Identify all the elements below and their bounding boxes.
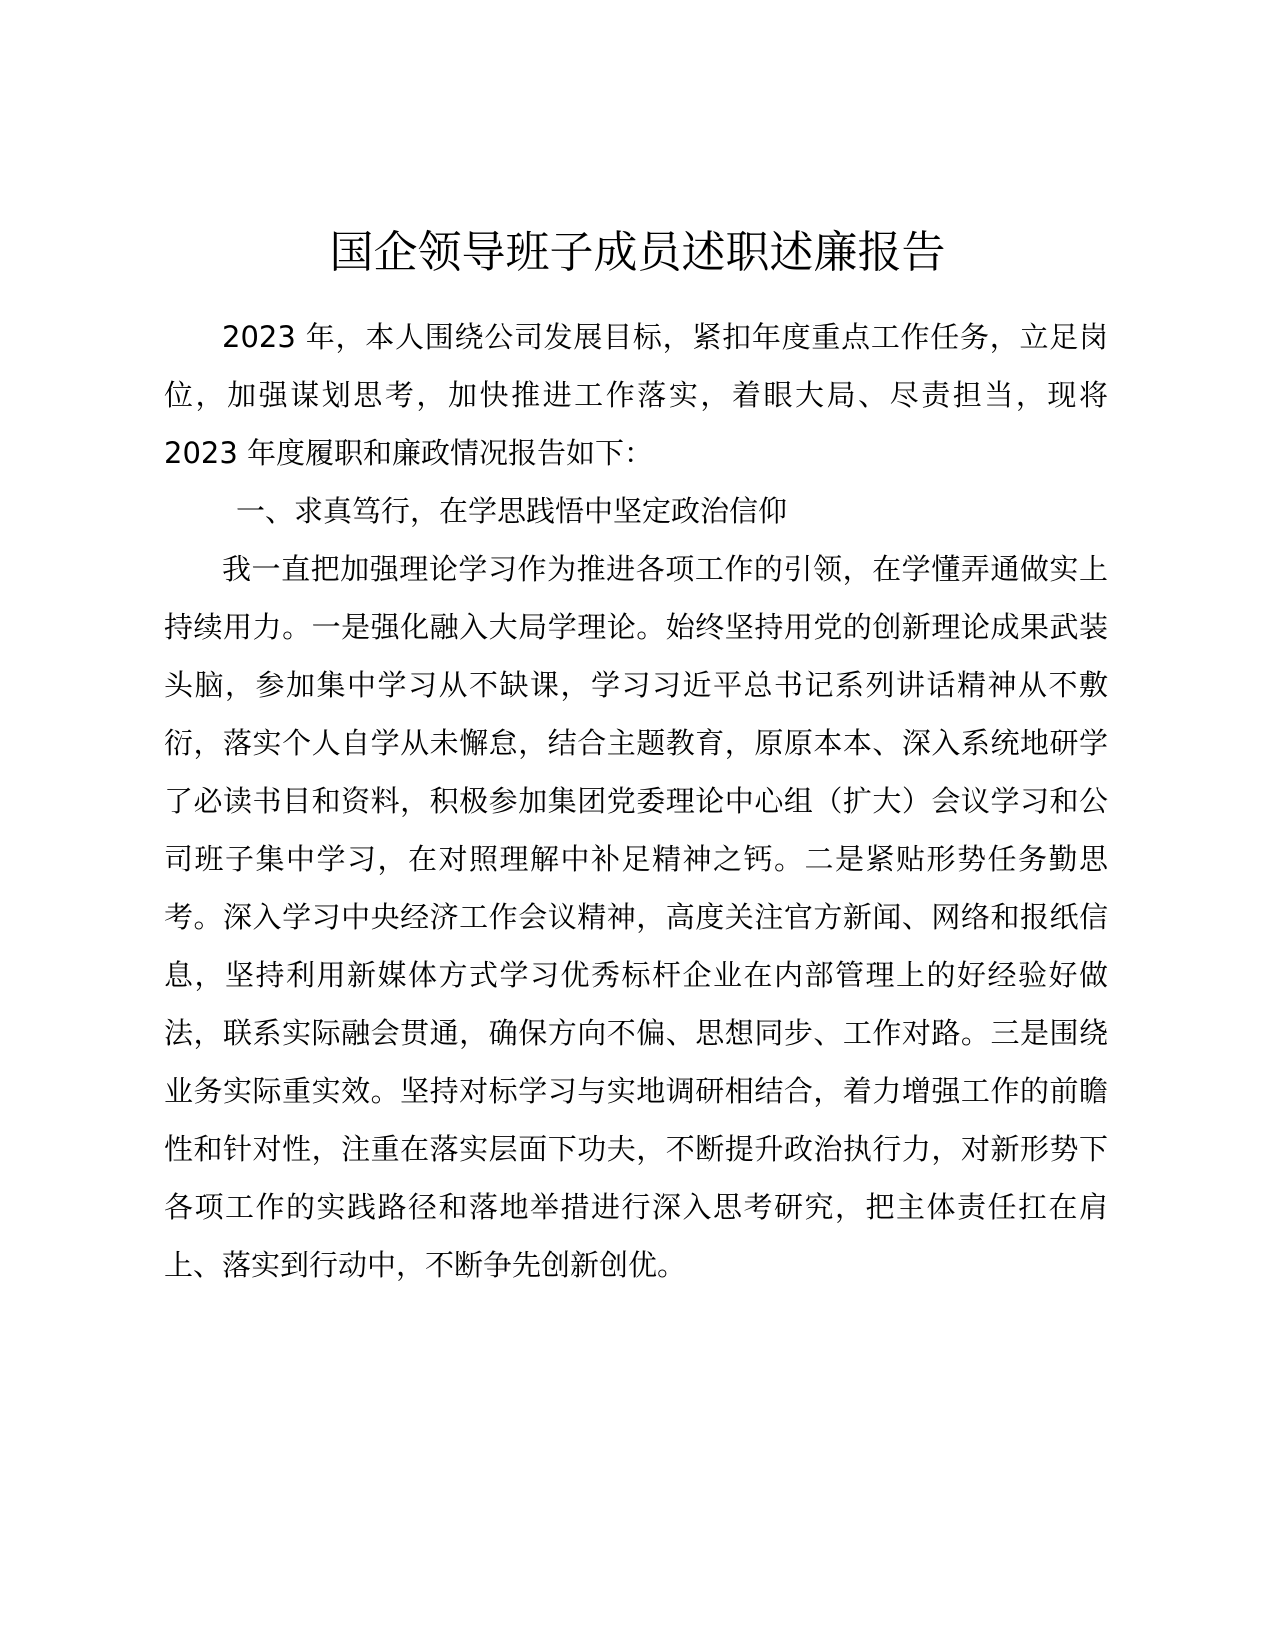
document-body xyxy=(164,308,1108,1294)
section-paragraph: 我一直把加强理论学习作为推进各项工作的引领，在学懂弄通做实上持续用力。一是强化融入大局学理论。始终坚持用党的创新理论成果武装头脑，参加集中学习从不缺课，学习习近平总书记系列讲话精神从不敷衍，落实个人自学从未懈怠，结合主题教育，原原本本、深入系统地研学了必读书目和资料，积极参加集团党委理论中心组（扩大）会议学习和公司班子集中学习，在对照理解中补足精神之钙。二是紧贴形势任务勤思考。深入学习中央经济工作会议精神，高度关注官方新闻、网络和报纸信息，坚持利用新媒体方式学习优秀标杆企业在内部管理上的好经验好做法，联系实际融会贯通，确保方向不偏、思想同步、工作对路。三是围绕业务实际重实效。坚持对标学习与实地调研相结合，着力增强工作的前瞻性和针对性，注重在落实层面下功夫，不断提升政治执行力，对新形势下各项工作的实践路径和落地举措进行深入思考研究，把主体责任扛在肩上、落实到行动中，不断争先创新创优。 xyxy=(164,552,1108,1282)
document-title: 国企领导班子成员述职述廉报告 xyxy=(329,227,946,278)
intro-paragraph: 2023 年，本人围绕公司发展目标，紧扣年度重点工作任务，立足岗位，加强谋划思考，加快推进工作落实，着眼大局、尽责担当，现将 2023 年度履职和廉政情况报告如下： xyxy=(164,320,1108,470)
section-heading: 一、求真笃行，在学思践悟中坚定政治信仰 xyxy=(236,494,788,528)
